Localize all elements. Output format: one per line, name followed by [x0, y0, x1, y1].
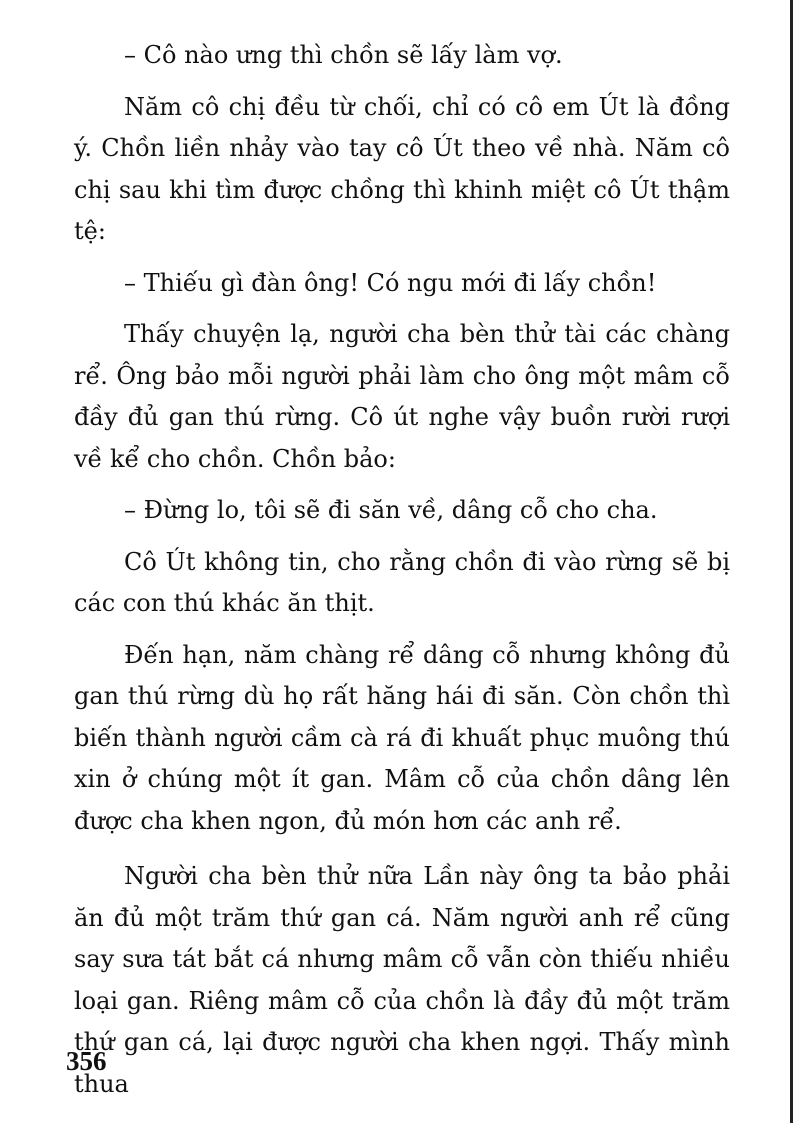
paragraph-sisters-refuse: Năm cô chị đều từ chối, chỉ có cô em Út là đồng ý. Chồn liền nhảy vào tay cô Út theo về nhà. Năm cô chị sau khi tìm được chồng thì khinh miệt cô Út thậm tệ: — [74, 92, 730, 245]
paragraph-hunt: Đến hạn, năm chàng rể dâng cỗ nhưng không đủ gan thú rừng dù họ rất hăng hái đi săn. Còn chồn thì biến thành người cầm cà rá đi khuất phục muông thú xin ở chúng một ít gan. Mâm cỗ của chồn dâng lên được cha khen ngon, đủ món hơn các anh rể. — [74, 640, 730, 835]
body-text — [74, 35, 730, 1105]
paragraph-fish-liver: Người cha bèn thử nữa Lần này ông ta bảo phải ăn đủ một trăm thứ gan cá. Năm người anh rể cũng say sưa tát bắt cá nhưng mâm cỗ vẫn còn thiếu nhiều loại gan. Riêng mâm cỗ của chồn là đầy đủ một trăm thứ gan cá, lại được người cha khen ngợi. Thấy mình thua — [74, 862, 730, 1098]
paragraph-father-test: Thấy chuyện lạ, người cha bèn thử tài các chàng rể. Ông bảo mỗi người phải làm cho ông một mâm cỗ đầy đủ gan thú rừng. Cô út nghe vậy buồn rười rượi về kể cho chồn. Chồn bảo: — [74, 320, 730, 473]
paragraph-dialogue-3: – Đừng lo, tôi sẽ đi săn về, dâng cỗ cho cha. — [124, 496, 658, 524]
paragraph-dialogue-1: – Cô nào ưng thì chồn sẽ lấy làm vợ. — [124, 41, 563, 69]
paragraph-disbelief: Cô Út không tin, cho rằng chồn đi vào rừng sẽ bị các con thú khác ăn thịt. — [74, 547, 730, 617]
page-number: 356 — [66, 1046, 107, 1076]
paragraph-dialogue-2: – Thiếu gì đàn ông! Có ngu mới đi lấy chồn! — [124, 268, 657, 297]
